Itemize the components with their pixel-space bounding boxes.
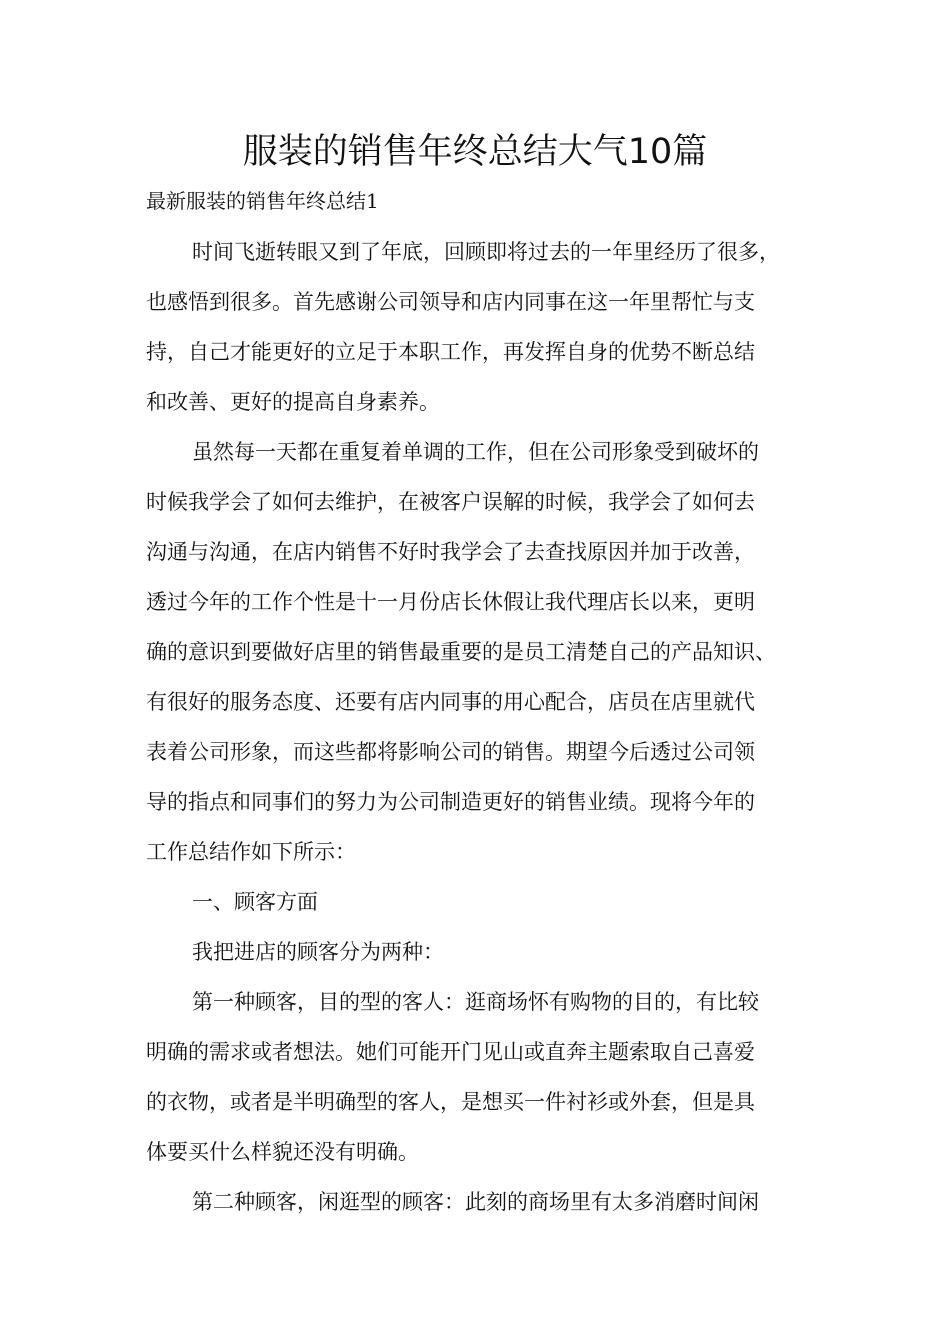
paragraph-line: 持，自己才能更好的立足于本职工作，再发挥自身的优势不断总结 <box>146 340 755 364</box>
paragraph-line: 明确的需求或者想法。她们可能开门见山或直奔主题索取自己喜爱 <box>146 1040 755 1064</box>
section-heading: 一、顾客方面 <box>192 890 318 914</box>
paragraph-line: 工作总结作如下所示： <box>146 840 356 864</box>
paragraph-line: 我把进店的顾客分为两种： <box>192 940 444 964</box>
paragraph-line: 体要买什么样貌还没有明确。 <box>146 1140 419 1164</box>
paragraph-line: 透过今年的工作个性是十一月份店长休假让我代理店长以来，更明 <box>146 590 755 614</box>
paragraph-line: 有很好的服务态度、还要有店内同事的用心配合，店员在店里就代 <box>146 690 755 714</box>
paragraph-line: 也感悟到很多。首先感谢公司领导和店内同事在这一年里帮忙与支 <box>146 290 755 314</box>
paragraph-line: 第二种顾客，闲逛型的顾客：此刻的商场里有太多消磨时间闲 <box>192 1190 759 1214</box>
paragraph-line: 时间飞逝转眼又到了年底，回顾即将过去的一年里经历了很多， <box>192 240 780 264</box>
paragraph-line: 第一种顾客，目的型的客人：逛商场怀有购物的目的，有比较 <box>192 990 759 1014</box>
paragraph-line: 沟通与沟通，在店内销售不好时我学会了去查找原因并加于改善， <box>146 540 755 564</box>
paragraph-line: 的衣物，或者是半明确型的客人，是想买一件衬衫或外套，但是具 <box>146 1090 755 1114</box>
paragraph-line: 导的指点和同事们的努力为公司制造更好的销售业绩。现将今年的 <box>146 790 755 814</box>
paragraph-line: 和改善、更好的提高自身素养。 <box>146 390 440 414</box>
paragraph-line: 表着公司形象，而这些都将影响公司的销售。期望今后透过公司领 <box>146 740 755 764</box>
paragraph-line: 确的意识到要做好店里的销售最重要的是员工清楚自己的产品知识、 <box>146 640 776 664</box>
document-subtitle: 最新服装的销售年终总结1 <box>146 189 379 213</box>
paragraph-line: 时候我学会了如何去维护，在被客户误解的时候，我学会了如何去 <box>146 490 755 514</box>
document-title: 服装的销售年终总结大气10篇 <box>242 132 708 172</box>
paragraph-line: 虽然每一天都在重复着单调的工作，但在公司形象受到破坏的 <box>192 440 759 464</box>
